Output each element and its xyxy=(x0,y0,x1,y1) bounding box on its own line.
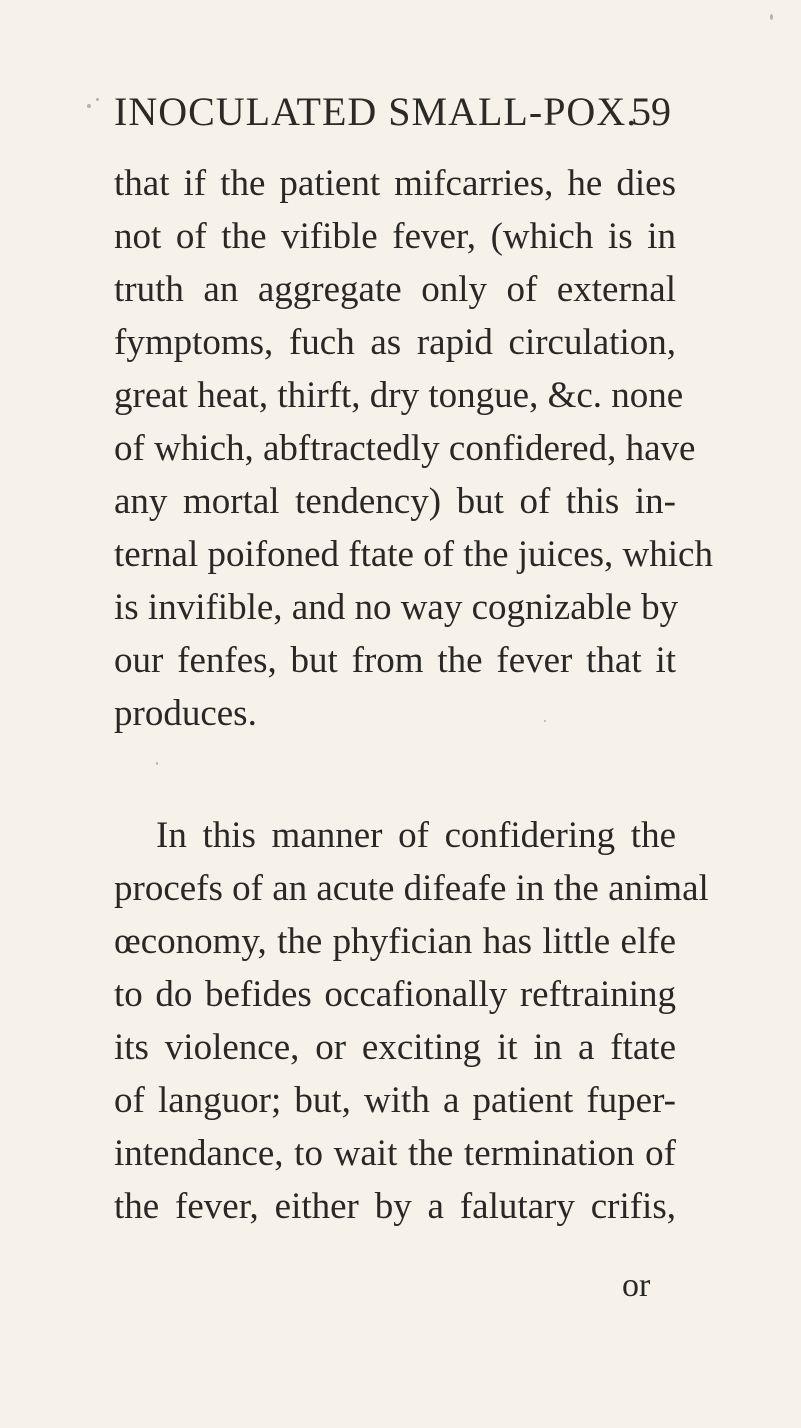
running-head xyxy=(114,88,671,148)
text-line: its violence, or exciting it in a ftate xyxy=(114,1027,676,1068)
text-line: not of the vifible fever, (which is in xyxy=(114,216,676,257)
text-line: that if the patient mifcarries, he dies xyxy=(114,163,676,204)
paper-speck xyxy=(96,98,99,101)
catchword: or xyxy=(622,1267,651,1304)
text-line: our fenfes, but from the fever that it xyxy=(114,640,676,681)
text-line: œconomy, the phyfician has little elfe xyxy=(114,921,676,962)
text-line: truth an aggregate only of external xyxy=(114,269,676,310)
text-line: intendance, to wait the termination of xyxy=(114,1133,676,1174)
text-line: is invifible, and no way cognizable by xyxy=(114,587,679,628)
text-line: ternal poifoned ftate of the juices, which xyxy=(114,534,713,575)
paper-speck xyxy=(87,104,91,108)
text-line: of languor; but, with a patient fuper- xyxy=(114,1080,676,1121)
text-line: procefs of an acute difeafe in the animal xyxy=(114,868,709,909)
paper-speck xyxy=(156,762,158,765)
text-line: any mortal tendency) but of this in- xyxy=(114,481,676,522)
text-line: In this manner of confidering the xyxy=(156,815,676,856)
text-line: fymptoms, fuch as rapid circulation, xyxy=(114,322,676,363)
paper-speck xyxy=(770,14,773,20)
paper-speck xyxy=(544,720,546,722)
text-line: to do befides occafionally reftraining xyxy=(114,974,676,1015)
text-line: great heat, thirft, dry tongue, &c. none xyxy=(114,375,684,416)
running-title: INOCULATED SMALL-POX. xyxy=(114,89,638,134)
text-line: the fever, either by a falutary crifis, xyxy=(114,1186,676,1227)
text-line: of which, abftractedly confidered, have xyxy=(114,428,696,469)
text-line: produces. xyxy=(114,693,257,734)
page-number: 59 xyxy=(631,89,671,134)
